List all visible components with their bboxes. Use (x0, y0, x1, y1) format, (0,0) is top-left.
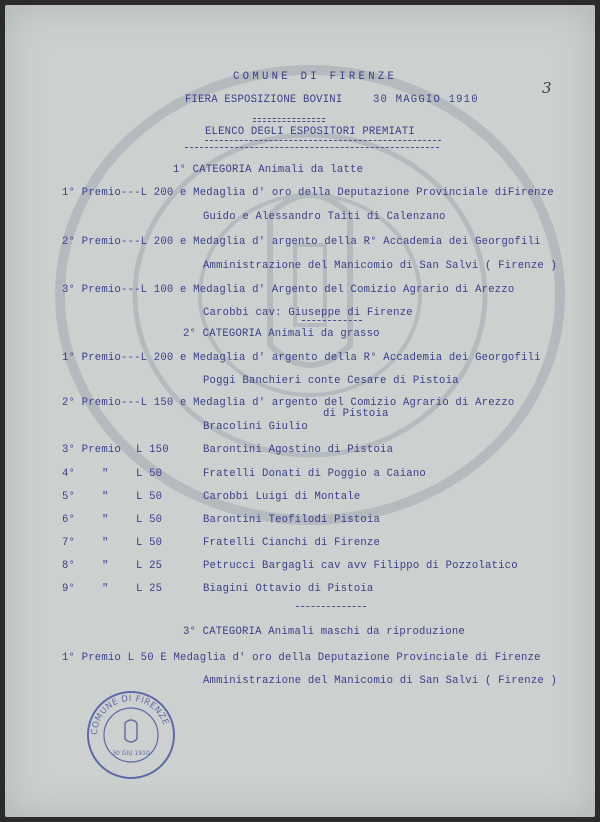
rule (185, 147, 439, 148)
prize-line: 2° Premio---L 150 e Medaglia d' argento del Comizio Agrario di Arezzo (62, 397, 515, 409)
rule (296, 606, 366, 607)
category-title: 1° CATEGORIA Animali da latte (173, 164, 364, 176)
category-title: 2° CATEGORIA Animali da grasso (183, 328, 380, 340)
prize-line: 3° Premio---L 100 e Medaglia d' Argento del Comizio Agrario di Arezzo (62, 284, 515, 296)
prize-amount: L 50 (136, 468, 163, 480)
prize-amount: L 150 (136, 444, 169, 456)
prize-ordinal: 3° Premio (62, 444, 122, 456)
winner-name: Petrucci Bargagli cav avv Filippo di Pozzolatico (203, 560, 518, 572)
prize-ordinal: 6° (62, 514, 76, 526)
prize-line: 2° Premio---L 200 e Medaglia d' argento della R° Accademia dei Georgofili (62, 236, 541, 248)
prize-ordinal: 5° (62, 491, 76, 503)
comune-stamp (85, 689, 177, 781)
winner-name: Biagini Ottavio di Pistoia (203, 583, 374, 595)
prize-ordinal: 7° (62, 537, 76, 549)
header-comune: COMUNE DI FIRENZE (233, 71, 398, 83)
prize-line: 1° Premio---L 200 e Medaglia d' argento della R° Accademia dei Georgofili (62, 352, 541, 364)
rule (302, 320, 362, 321)
winner-name: Barontini Agostino di Pistoia (203, 444, 394, 456)
winner-name: Guido e Alessandro Taiti di Calenzano (203, 211, 446, 223)
prize-amount: L 50 (136, 537, 163, 549)
rule (205, 140, 441, 141)
winner-name: Poggi Banchieri conte Cesare di Pistoia (203, 375, 459, 387)
winner-name: Amministrazione del Manicomio di San Salvi ( Firenze ) (203, 675, 558, 687)
prize-ordinal: 9° (62, 583, 76, 595)
ditto-mark: " (102, 491, 109, 503)
winner-location: di Pistoia (323, 408, 389, 420)
svg-text:COMUNE DI FIRENZE (90, 694, 170, 735)
prize-line: 1° Premio---L 200 e Medaglia d' oro della Deputazione Provinciale diFirenze (62, 187, 554, 199)
prize-ordinal: 4° (62, 468, 76, 480)
rule (253, 118, 325, 119)
header-date: 30 MAGGIO 1910 (373, 94, 479, 106)
document-page (5, 5, 595, 817)
prize-amount: L 50 (136, 514, 163, 526)
winner-name: Carobbi cav: Giuseppe di Firenze (203, 307, 413, 319)
header-elenco: ELENCO DEGLI ESPOSITORI PREMIATI (205, 126, 415, 138)
rule (253, 121, 325, 122)
winner-name: Bracolini Giulio (203, 421, 308, 433)
winner-name: Carobbi Luigi di Montale (203, 491, 361, 503)
prize-amount: L 25 (136, 560, 163, 572)
page-number-mark: 3 (542, 79, 552, 97)
winner-name: Barontini Teofilodi Pistoia (203, 514, 381, 526)
ditto-mark: " (102, 514, 109, 526)
prize-line: 1° Premio L 50 E Medaglia d' oro della Deputazione Provinciale di Firenze (62, 652, 541, 664)
stamp-date: 30 GIU 1910 (112, 750, 150, 757)
ditto-mark: " (102, 468, 109, 480)
category-title: 3° CATEGORIA Animali maschi da riproduzione (183, 626, 465, 638)
winner-name: Fratelli Donati di Poggio a Caiano (203, 468, 426, 480)
prize-amount: L 25 (136, 583, 163, 595)
header-fiera: FIERA ESPOSIZIONE BOVINI (185, 94, 343, 106)
ditto-mark: " (102, 583, 109, 595)
prize-amount: L 50 (136, 491, 163, 503)
ditto-mark: " (102, 560, 109, 572)
ditto-mark: " (102, 537, 109, 549)
stamp-text: COMUNE DI FIRENZE (89, 693, 171, 736)
winner-name: Amministrazione del Manicomio di San Salvi ( Firenze ) (203, 260, 558, 272)
prize-ordinal: 8° (62, 560, 76, 572)
winner-name: Fratelli Cianchi di Firenze (203, 537, 381, 549)
